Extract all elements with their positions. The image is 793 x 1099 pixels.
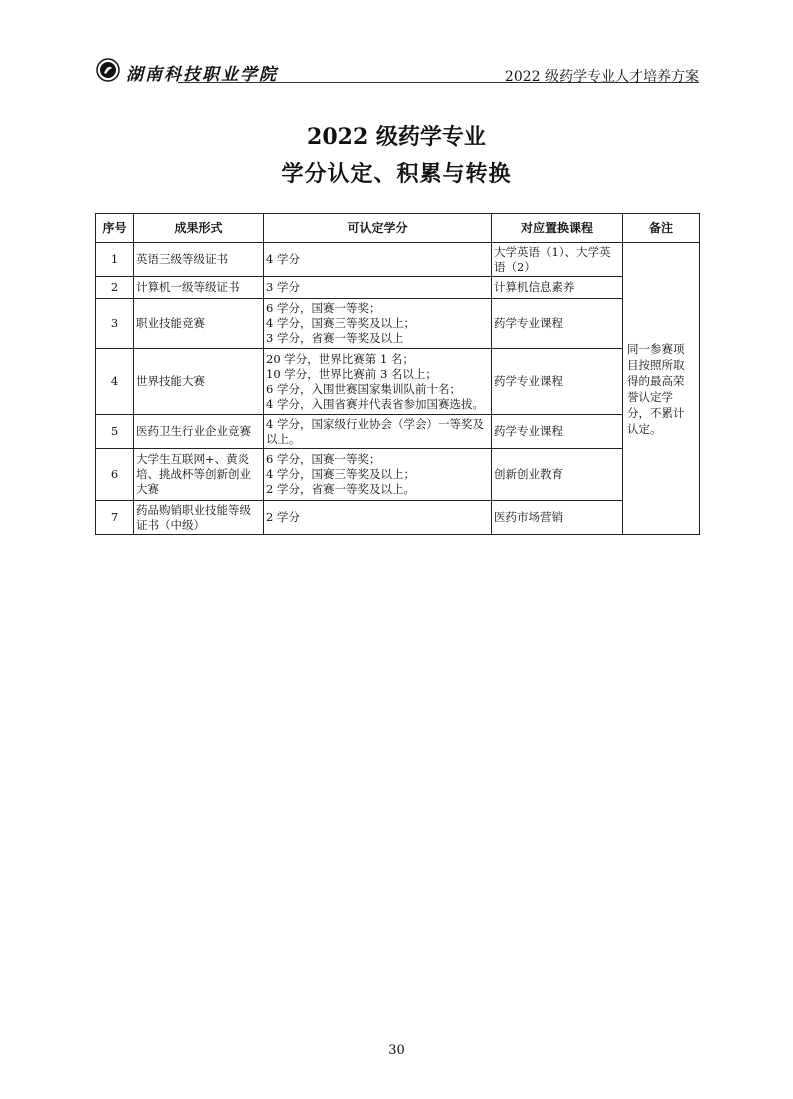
row-no: 1 <box>96 243 134 277</box>
row-no: 4 <box>96 349 134 415</box>
row-form: 药品购销职业技能等级证书（中级） <box>134 501 264 535</box>
school-logo-icon <box>96 58 120 82</box>
row-credits: 4 学分 <box>264 243 492 277</box>
row-course: 创新创业教育 <box>492 449 623 501</box>
table-row <box>96 501 700 535</box>
row-credits: 6 学分，国赛一等奖； 4 学分，国赛三等奖及以上； 2 学分，省赛一等奖及以上。 <box>264 449 492 501</box>
table-row <box>96 277 700 299</box>
row-form: 职业技能竞赛 <box>134 299 264 349</box>
row-no: 2 <box>96 277 134 299</box>
row-credits: 6 学分，国赛一等奖； 4 学分，国赛三等奖及以上； 3 学分，省赛一等奖及以上 <box>264 299 492 349</box>
document-title: 2022 级药学专业人才培养方案 <box>504 69 699 85</box>
table-row <box>96 299 700 349</box>
page-title: 2022 级药学专业 <box>307 124 486 150</box>
header-form: 成果形式 <box>134 214 264 243</box>
header-credits: 可认定学分 <box>264 214 492 243</box>
row-form: 世界技能大赛 <box>134 349 264 415</box>
header-course: 对应置换课程 <box>492 214 623 243</box>
row-form: 大学生互联网+、黄炎培、挑战杯等创新创业大赛 <box>134 449 264 501</box>
row-no: 3 <box>96 299 134 349</box>
row-course: 药学专业课程 <box>492 349 623 415</box>
row-course: 大学英语（1）、大学英语（2） <box>492 243 623 277</box>
row-credits: 3 学分 <box>264 277 492 299</box>
row-form: 计算机一级等级证书 <box>134 277 264 299</box>
row-credits: 20 学分，世界比赛第 1 名； 10 学分，世界比赛前 3 名以上； 6 学分，入围世赛国家集训队前十名； 4 学分，入围省赛并代表省参加国赛选拔。 <box>264 349 492 415</box>
row-course: 计算机信息素养 <box>492 277 623 299</box>
row-no: 5 <box>96 415 134 449</box>
table-header-row <box>96 214 700 243</box>
row-form: 医药卫生行业企业竞赛 <box>134 415 264 449</box>
page-subtitle: 学分认定、积累与转换 <box>281 161 512 187</box>
header-no: 序号 <box>96 214 134 243</box>
table-row <box>96 415 700 449</box>
header-note: 备注 <box>623 214 700 243</box>
note-cell: 同一参赛项目按照所取得的最高荣誉认定学分，不累计认定。 <box>623 243 700 535</box>
row-form: 英语三级等级证书 <box>134 243 264 277</box>
row-course: 药学专业课程 <box>492 299 623 349</box>
row-course: 药学专业课程 <box>492 415 623 449</box>
row-credits: 4 学分，国家级行业协会（学会）一等奖及以上。 <box>264 415 492 449</box>
header-divider <box>178 82 699 83</box>
row-no: 6 <box>96 449 134 501</box>
row-course: 医药市场营销 <box>492 501 623 535</box>
credit-table <box>95 213 700 535</box>
table-row <box>96 349 700 415</box>
page-number: 30 <box>388 1043 405 1058</box>
table-row <box>96 243 700 277</box>
row-credits: 2 学分 <box>264 501 492 535</box>
row-no: 7 <box>96 501 134 535</box>
table-row <box>96 449 700 501</box>
school-name: 湖南科技职业学院 <box>126 65 278 85</box>
